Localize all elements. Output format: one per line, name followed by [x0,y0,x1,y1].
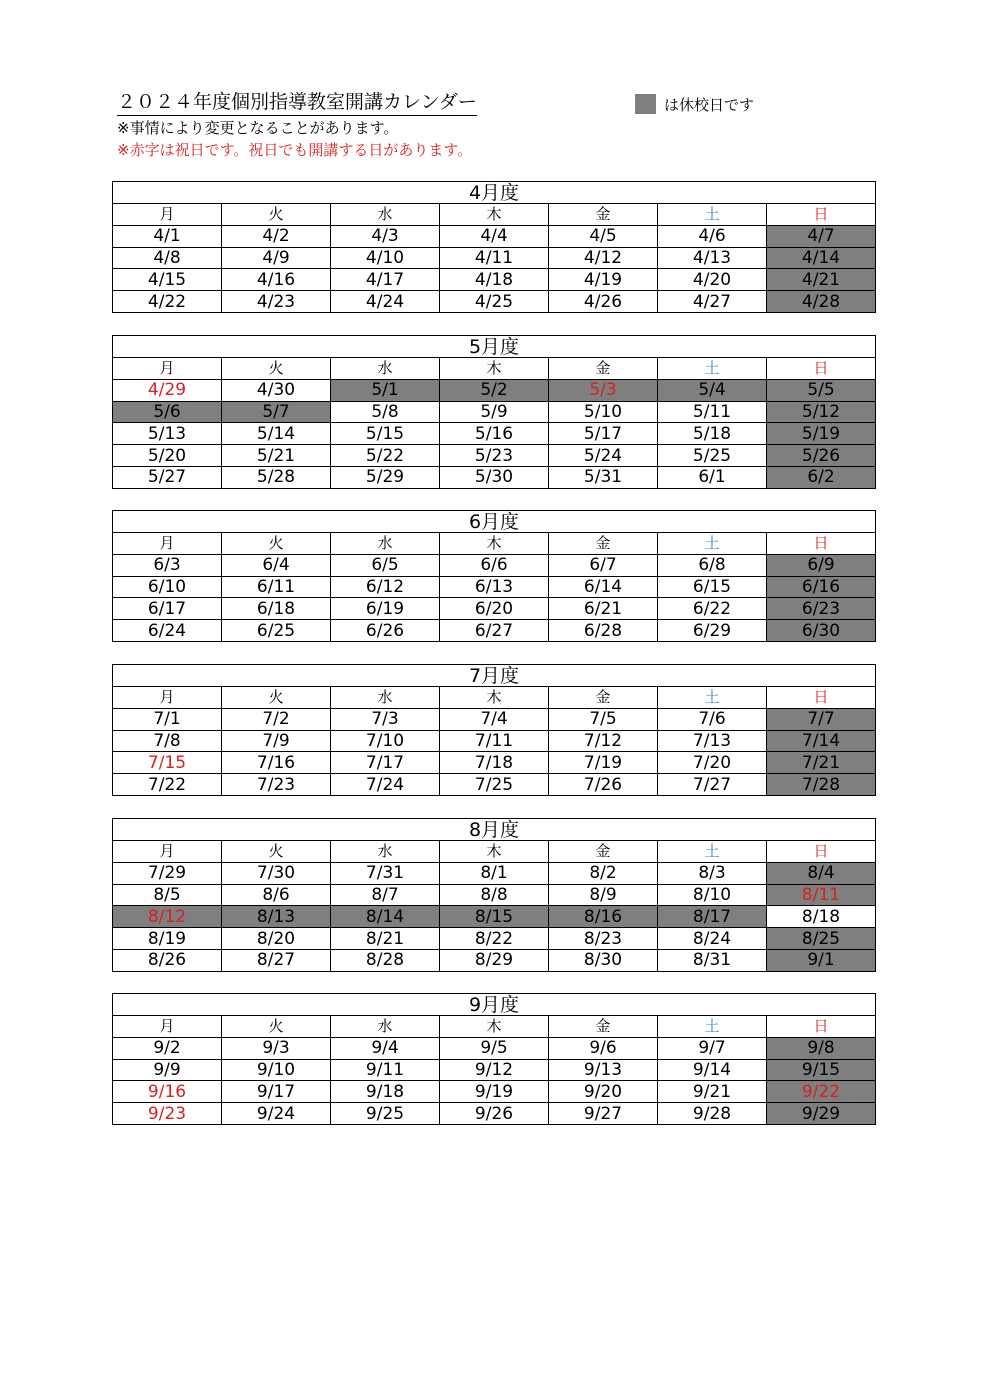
day-cell: 5/29 [331,466,440,488]
week-row [113,401,876,423]
day-cell: 9/26 [440,1103,549,1125]
weekday-header-wed: 水 [331,533,440,555]
day-cell: 7/16 [222,752,331,774]
day-cell: 4/5 [549,225,658,247]
page-header [117,90,877,160]
day-cell: 9/27 [549,1103,658,1125]
day-cell: 7/11 [440,730,549,752]
week-row [113,466,876,488]
weekday-header-tue: 火 [222,358,331,380]
closed-day-cell: 8/12 [113,906,222,928]
month-title: 8月度 [113,819,876,841]
month-title: 9月度 [113,994,876,1016]
day-cell: 9/4 [331,1037,440,1059]
day-cell: 7/19 [549,752,658,774]
day-cell: 8/22 [440,928,549,950]
closed-day-cell: 8/13 [222,906,331,928]
weekday-header-mon: 月 [113,1016,222,1038]
day-cell: 7/29 [113,862,222,884]
day-cell: 5/22 [331,445,440,467]
day-cell: 6/12 [331,576,440,598]
weekday-header-mon: 月 [113,841,222,863]
day-cell: 9/13 [549,1059,658,1081]
weekday-header-sun: 日 [767,358,876,380]
day-cell: 5/31 [549,466,658,488]
day-cell: 9/10 [222,1059,331,1081]
day-cell: 7/12 [549,730,658,752]
day-cell: 7/4 [440,708,549,730]
weekday-header-thu: 木 [440,358,549,380]
weekday-header-mon: 月 [113,204,222,226]
week-row [113,225,876,247]
week-row [113,1081,876,1103]
day-cell: 7/31 [331,862,440,884]
closed-day-cell: 5/1 [331,379,440,401]
closed-day-cell: 4/7 [767,225,876,247]
day-cell: 4/2 [222,225,331,247]
closed-day-cell: 8/15 [440,906,549,928]
day-cell: 8/28 [331,949,440,971]
day-cell: 4/13 [658,247,767,269]
closed-day-cell: 9/15 [767,1059,876,1081]
closed-day-cell: 8/17 [658,906,767,928]
closed-day-cell: 9/22 [767,1081,876,1103]
day-cell: 8/27 [222,949,331,971]
day-cell: 8/31 [658,949,767,971]
week-row [113,269,876,291]
closed-day-cell: 8/4 [767,862,876,884]
week-row [113,708,876,730]
day-cell: 5/23 [440,445,549,467]
day-cell: 9/11 [331,1059,440,1081]
day-cell: 9/7 [658,1037,767,1059]
day-cell: 7/23 [222,774,331,796]
day-cell: 9/12 [440,1059,549,1081]
week-row [113,928,876,950]
day-cell: 6/26 [331,620,440,642]
holiday-cell: 9/16 [113,1081,222,1103]
week-row [113,1037,876,1059]
day-cell: 9/25 [331,1103,440,1125]
day-cell: 7/10 [331,730,440,752]
weekday-header-sun: 日 [767,204,876,226]
week-row [113,379,876,401]
day-cell: 6/15 [658,576,767,598]
closed-day-cell: 5/19 [767,423,876,445]
day-cell: 9/24 [222,1103,331,1125]
day-cell: 4/1 [113,225,222,247]
day-cell: 4/17 [331,269,440,291]
day-cell: 5/21 [222,445,331,467]
weekday-header-sat: 土 [658,533,767,555]
weekday-header-sun: 日 [767,1016,876,1038]
day-cell: 4/24 [331,291,440,313]
closed-day-cell: 4/28 [767,291,876,313]
day-cell: 6/3 [113,554,222,576]
day-cell: 6/13 [440,576,549,598]
day-cell: 5/9 [440,401,549,423]
weekday-header-fri: 金 [549,204,658,226]
day-cell: 9/17 [222,1081,331,1103]
week-row [113,1103,876,1125]
day-cell: 6/27 [440,620,549,642]
day-cell: 6/11 [222,576,331,598]
day-cell: 8/19 [113,928,222,950]
legend [635,93,754,115]
weekday-header-thu: 木 [440,204,549,226]
closed-day-cell: 7/21 [767,752,876,774]
closed-day-cell: 8/25 [767,928,876,950]
weekday-header-sun: 日 [767,841,876,863]
month-title: 5月度 [113,336,876,358]
weekday-header-sat: 土 [658,841,767,863]
day-cell: 5/25 [658,445,767,467]
day-cell: 5/14 [222,423,331,445]
day-cell: 9/6 [549,1037,658,1059]
week-row [113,576,876,598]
day-cell: 9/20 [549,1081,658,1103]
day-cell: 5/20 [113,445,222,467]
weekday-header-thu: 木 [440,533,549,555]
day-cell: 8/20 [222,928,331,950]
closed-day-cell: 9/1 [767,949,876,971]
weekday-header-fri: 金 [549,1016,658,1038]
day-cell: 9/18 [331,1081,440,1103]
day-cell: 7/13 [658,730,767,752]
week-row [113,730,876,752]
weekday-header-tue: 火 [222,687,331,709]
day-cell: 8/2 [549,862,658,884]
day-cell: 4/18 [440,269,549,291]
closed-day-cell: 8/14 [331,906,440,928]
day-cell: 8/7 [331,884,440,906]
day-cell: 8/24 [658,928,767,950]
day-cell: 9/3 [222,1037,331,1059]
day-cell: 6/8 [658,554,767,576]
month-table [112,335,876,489]
day-cell: 4/15 [113,269,222,291]
closed-day-cell: 5/6 [113,401,222,423]
month-title: 7月度 [113,665,876,687]
day-cell: 7/3 [331,708,440,730]
week-row [113,445,876,467]
weekday-header-mon: 月 [113,687,222,709]
day-cell: 4/6 [658,225,767,247]
holiday-cell: 7/15 [113,752,222,774]
day-cell: 8/3 [658,862,767,884]
day-cell: 8/5 [113,884,222,906]
month-table [112,664,876,796]
day-cell: 8/30 [549,949,658,971]
weekday-header-sat: 土 [658,687,767,709]
day-cell: 5/8 [331,401,440,423]
day-cell: 9/28 [658,1103,767,1125]
weekday-header-wed: 水 [331,358,440,380]
week-row [113,949,876,971]
weekday-header-wed: 水 [331,204,440,226]
day-cell: 4/4 [440,225,549,247]
day-cell: 9/2 [113,1037,222,1059]
weekday-header-wed: 水 [331,687,440,709]
day-cell: 6/6 [440,554,549,576]
week-row [113,554,876,576]
day-cell: 6/25 [222,620,331,642]
day-cell: 7/25 [440,774,549,796]
day-cell: 5/16 [440,423,549,445]
weekday-header-wed: 水 [331,1016,440,1038]
closed-day-cell: 6/30 [767,620,876,642]
day-cell: 5/15 [331,423,440,445]
note-change: ※事情により変更となることがあります。 [117,119,399,137]
day-cell: 4/27 [658,291,767,313]
day-cell: 7/18 [440,752,549,774]
day-cell: 9/9 [113,1059,222,1081]
closed-day-cell: 8/11 [767,884,876,906]
day-cell: 6/1 [658,466,767,488]
closed-day-cell: 5/12 [767,401,876,423]
weekday-header-thu: 木 [440,841,549,863]
day-cell: 6/18 [222,598,331,620]
closed-day-cell: 5/5 [767,379,876,401]
day-cell: 8/26 [113,949,222,971]
month-table [112,818,876,972]
day-cell: 9/14 [658,1059,767,1081]
weekday-header-tue: 火 [222,204,331,226]
weekday-header-fri: 金 [549,533,658,555]
day-cell: 4/30 [222,379,331,401]
weekday-header-thu: 木 [440,1016,549,1038]
day-cell: 7/6 [658,708,767,730]
day-cell: 8/6 [222,884,331,906]
closed-day-cell: 5/7 [222,401,331,423]
day-cell: 7/1 [113,708,222,730]
day-cell: 6/24 [113,620,222,642]
day-cell: 5/30 [440,466,549,488]
day-cell: 9/19 [440,1081,549,1103]
closed-day-cell: 6/16 [767,576,876,598]
weekday-header-thu: 木 [440,687,549,709]
day-cell: 4/19 [549,269,658,291]
day-cell: 4/16 [222,269,331,291]
day-cell: 4/26 [549,291,658,313]
day-cell: 5/28 [222,466,331,488]
day-cell: 8/18 [767,906,876,928]
day-cell: 4/10 [331,247,440,269]
day-cell: 6/29 [658,620,767,642]
holiday-cell: 4/29 [113,379,222,401]
day-cell: 8/29 [440,949,549,971]
day-cell: 4/23 [222,291,331,313]
weekday-header-tue: 火 [222,1016,331,1038]
day-cell: 6/21 [549,598,658,620]
week-row [113,774,876,796]
week-row [113,862,876,884]
closed-day-cell: 4/14 [767,247,876,269]
legend-label: は休校日です [664,95,755,114]
day-cell: 4/22 [113,291,222,313]
day-cell: 7/22 [113,774,222,796]
weekday-header-tue: 火 [222,533,331,555]
day-cell: 8/23 [549,928,658,950]
day-cell: 4/12 [549,247,658,269]
closed-day-cell: 8/16 [549,906,658,928]
day-cell: 6/4 [222,554,331,576]
closed-day-cell: 6/2 [767,466,876,488]
closed-day-cell: 5/2 [440,379,549,401]
weekday-header-mon: 月 [113,533,222,555]
closed-day-cell: 7/28 [767,774,876,796]
day-cell: 6/17 [113,598,222,620]
day-cell: 6/14 [549,576,658,598]
page-title: ２０２４年度個別指導教室開講カレンダー [117,90,477,116]
holiday-cell: 9/23 [113,1103,222,1125]
day-cell: 4/20 [658,269,767,291]
closed-day-cell: 7/7 [767,708,876,730]
closed-day-cell: 9/29 [767,1103,876,1125]
weekday-header-sat: 土 [658,1016,767,1038]
closed-day-cell: 5/3 [549,379,658,401]
closed-day-cell: 7/14 [767,730,876,752]
day-cell: 7/17 [331,752,440,774]
day-cell: 9/21 [658,1081,767,1103]
weekday-header-fri: 金 [549,358,658,380]
weekday-header-sun: 日 [767,533,876,555]
day-cell: 8/1 [440,862,549,884]
day-cell: 6/5 [331,554,440,576]
closed-day-cell: 6/23 [767,598,876,620]
day-cell: 7/30 [222,862,331,884]
week-row [113,906,876,928]
month-table [112,510,876,642]
month-title: 6月度 [113,511,876,533]
day-cell: 8/21 [331,928,440,950]
day-cell: 4/25 [440,291,549,313]
week-row [113,1059,876,1081]
day-cell: 6/20 [440,598,549,620]
weekday-header-wed: 水 [331,841,440,863]
day-cell: 5/13 [113,423,222,445]
day-cell: 4/8 [113,247,222,269]
day-cell: 6/19 [331,598,440,620]
day-cell: 5/10 [549,401,658,423]
month-table [112,993,876,1125]
day-cell: 4/3 [331,225,440,247]
day-cell: 7/8 [113,730,222,752]
day-cell: 4/9 [222,247,331,269]
weekday-header-sat: 土 [658,358,767,380]
day-cell: 9/5 [440,1037,549,1059]
day-cell: 7/27 [658,774,767,796]
day-cell: 7/5 [549,708,658,730]
day-cell: 6/22 [658,598,767,620]
legend-swatch [635,94,656,114]
day-cell: 5/18 [658,423,767,445]
weekday-header-fri: 金 [549,841,658,863]
closed-day-cell: 9/8 [767,1037,876,1059]
weekday-header-sat: 土 [658,204,767,226]
closed-day-cell: 6/9 [767,554,876,576]
week-row [113,598,876,620]
week-row [113,423,876,445]
day-cell: 4/11 [440,247,549,269]
day-cell: 6/28 [549,620,658,642]
day-cell: 7/20 [658,752,767,774]
closed-day-cell: 4/21 [767,269,876,291]
day-cell: 5/11 [658,401,767,423]
closed-day-cell: 5/4 [658,379,767,401]
week-row [113,884,876,906]
closed-day-cell: 5/26 [767,445,876,467]
weekday-header-sun: 日 [767,687,876,709]
day-cell: 5/27 [113,466,222,488]
weekday-header-mon: 月 [113,358,222,380]
note-holiday: ※赤字は祝日です。祝日でも開講する日があります。 [117,141,473,159]
day-cell: 7/24 [331,774,440,796]
week-row [113,752,876,774]
day-cell: 8/10 [658,884,767,906]
day-cell: 7/26 [549,774,658,796]
month-table [112,181,876,313]
week-row [113,291,876,313]
day-cell: 6/10 [113,576,222,598]
day-cell: 7/9 [222,730,331,752]
day-cell: 5/24 [549,445,658,467]
weekday-header-tue: 火 [222,841,331,863]
day-cell: 8/8 [440,884,549,906]
day-cell: 6/7 [549,554,658,576]
week-row [113,247,876,269]
week-row [113,620,876,642]
weekday-header-fri: 金 [549,687,658,709]
day-cell: 8/9 [549,884,658,906]
day-cell: 5/17 [549,423,658,445]
day-cell: 7/2 [222,708,331,730]
month-title: 4月度 [113,182,876,204]
